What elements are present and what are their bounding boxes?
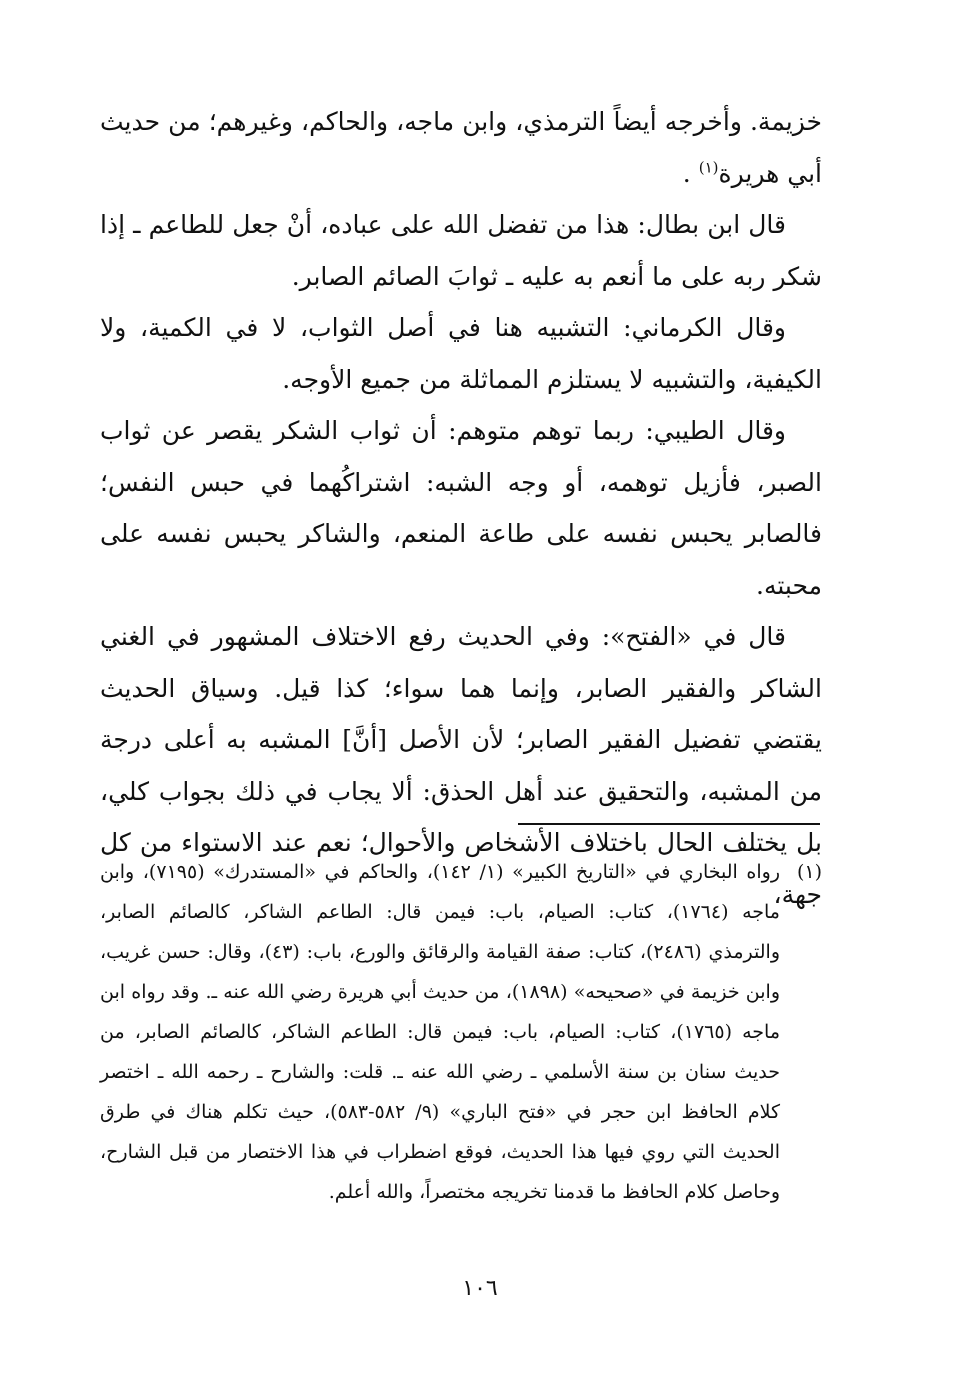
paragraph-4: وقال الطيبي: ربما توهم متوهم: أن ثواب الشكر يقصر عن ثواب الصبر، فأزيل توهمه، أو وجه الشبه: اشتراكُهما في حبس النفس؛ فالصابر يحبس نفسه على طاعة المنعم، والشاكر يحبس نفسه على محبته. — [100, 416, 822, 600]
footnotes — [100, 852, 822, 1212]
footnote-1 — [100, 852, 822, 1212]
footnote-text: رواه البخاري في «التاريخ الكبير» (١/ ١٤٢)، والحاكم في «المستدرك» (٧١٩٥)، وابن ماجه (١٧٦٤)، كتاب: الصيام، باب: فيمن قال: الطاعم الشاكر، كالصائم الصابر، والترمذي (٢٤٨٦)، كتاب: صفة القيامة والرقائق والورع، باب: (٤٣)، وقال: حسن غريب، وابن خزيمة في «صحيحه» (١٨٩٨)، من حديث أبي هريرة رضي الله عنه ـ. وقد رواه ابن ماجه (١٧٦٥)، كتاب: الصيام، باب: فيمن قال: الطاعم الشاكر، كالصائم الصابر، من حديث سنان بن سنة الأسلمي ـ رضي الله عنه ـ. قلت: والشارح ـ رحمه الله ـ اختصر كلام الحافظ ابن حجر في «فتح الباري» (٩/ ٥٨٢-٥٨٣)، حيث تكلم هناك في طرق الحديث التي روي فيها هذا الحديث، فوقع اضطراب في هذا الاختصار من قبل الشارح، وحاصل كلام الحافظ ما قدمنا تخريجه مختصراً، والله أعلم. — [100, 861, 781, 1203]
paragraph-1 — [100, 96, 822, 199]
footnote-number: (١) — [796, 861, 822, 883]
footnote-separator — [518, 823, 820, 825]
page-number: ١٠٦ — [462, 1276, 498, 1301]
footnote-reference-1: (١) — [698, 158, 719, 177]
paragraph-1-text: خزيمة. وأخرجه أيضاً الترمذي، وابن ماجه، والحاكم، وغيرهم؛ من حديث أبي هريرة — [100, 107, 822, 188]
paragraph-2: قال ابن بطال: هذا من تفضل الله على عباده، أنْ جعل للطاعم ـ إذا شكر ربه على ما أنعم به عليه ـ ثوابَ الصائم الصابر. — [100, 210, 822, 291]
paragraph-1-end: . — [682, 158, 691, 188]
paragraph-3: وقال الكرماني: التشبيه هنا في أصل الثواب، لا في الكمية، ولا الكيفية، والتشبيه لا يستلزم المماثلة من جميع الأوجه. — [100, 313, 822, 394]
paragraph-5: قال في «الفتح»: وفي الحديث رفع الاختلاف المشهور في الغني الشاكر والفقير الصابر، وإنما هما سواء؛ كذا قيل. وسياق الحديث يقتضي تفضيل الفقير الصابر؛ لأن الأصل [أنَّ] المشبه به أعلى درجة من المشبه، والتحقيق عند أهل الحذق: ألا يجاب في ذلك بجواب كلي، بل يختلف الحال باختلاف الأشخاص والأحوال؛ نعم عند الاستواء من كل جهة، — [100, 622, 822, 909]
main-text — [100, 96, 822, 920]
